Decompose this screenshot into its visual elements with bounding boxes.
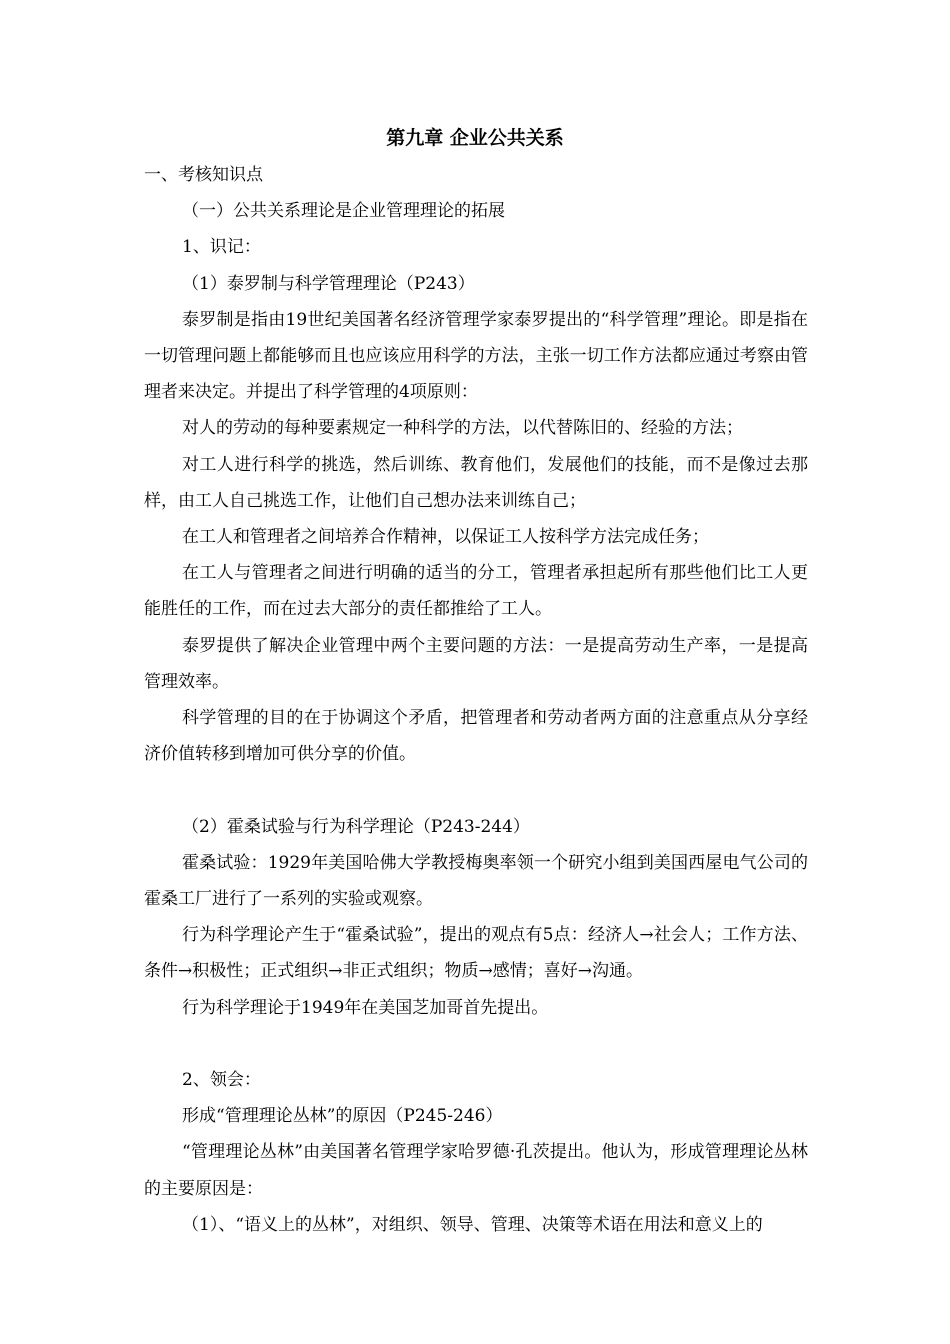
paragraph: 行为科学理论于1949年在美国芝加哥首先提出。: [182, 997, 549, 1018]
part-heading: （一）公共关系理论是企业管理理论的拓展: [182, 201, 505, 222]
paragraph: （1）、“语义上的丛林”，对组织、领导、管理、决策等术语在用法和意义上的: [182, 1214, 763, 1235]
paragraph: 在工人和管理者之间培养合作精神，以保证工人按科学方法完成任务；: [182, 527, 709, 548]
paragraph: 形成“管理理论丛林”的原因（P245-246）: [182, 1106, 503, 1127]
paragraph: 科学管理的目的在于协调这个矛盾，把管理者和劳动者两方面的注意重点从分享经济价值转移到增加可供分享的价值。: [144, 708, 808, 765]
paragraph: “管理理论丛林”由美国著名管理学家哈罗德·孔茨提出。他认为，形成管理理论丛林的主要原因是：: [144, 1142, 808, 1199]
item-heading-comprehend: 2、领会：: [182, 1070, 261, 1091]
paragraph: 泰罗提供了解决企业管理中两个主要问题的方法：一是提高劳动生产率，一是提高管理效率。: [144, 635, 808, 692]
chapter-title: 第九章 企业公共关系: [386, 127, 564, 149]
paragraph: 泰罗制是指由19世纪美国著名经济管理学家泰罗提出的“科学管理”理论。即是指在一切管理问题上都能够而且也应该应用科学的方法，主张一切工作方法都应通过考察由管理者来决定。并提出了科学管理的4项原则：: [144, 309, 808, 403]
paragraph: 在工人与管理者之间进行明确的适当的分工，管理者承担起所有那些他们比工人更能胜任的工作，而在过去大部分的责任都推给了工人。: [144, 563, 808, 620]
blank-line: [144, 1026, 808, 1062]
subheading-taylor: （1）泰罗制与科学管理理论（P243）: [182, 273, 475, 294]
paragraph: 霍桑试验：1929年美国哈佛大学教授梅奥率领一个研究小组到美国西屋电气公司的霍桑工厂进行了一系列的实验或观察。: [144, 852, 808, 910]
item-heading-memorize: 1、识记：: [182, 237, 261, 258]
document-body: [144, 157, 808, 1243]
blank-line: [144, 772, 808, 808]
section-heading: 一、考核知识点: [144, 165, 263, 185]
paragraph: 对工人进行科学的挑选，然后训练、教育他们，发展他们的技能，而不是像过去那样，由工人自己挑选工作，让他们自己想办法来训练自己；: [144, 454, 808, 511]
paragraph: 行为科学理论产生于“霍桑试验”，提出的观点有5点：经济人→社会人；工作方法、条件→积极性；正式组织→非正式组织；物质→感情；喜好→沟通。: [144, 925, 808, 982]
subheading-hawthorne: （2）霍桑试验与行为科学理论（P243-244）: [182, 816, 530, 837]
paragraph: 对人的劳动的每种要素规定一种科学的方法，以代替陈旧的、经验的方法；: [182, 418, 743, 439]
